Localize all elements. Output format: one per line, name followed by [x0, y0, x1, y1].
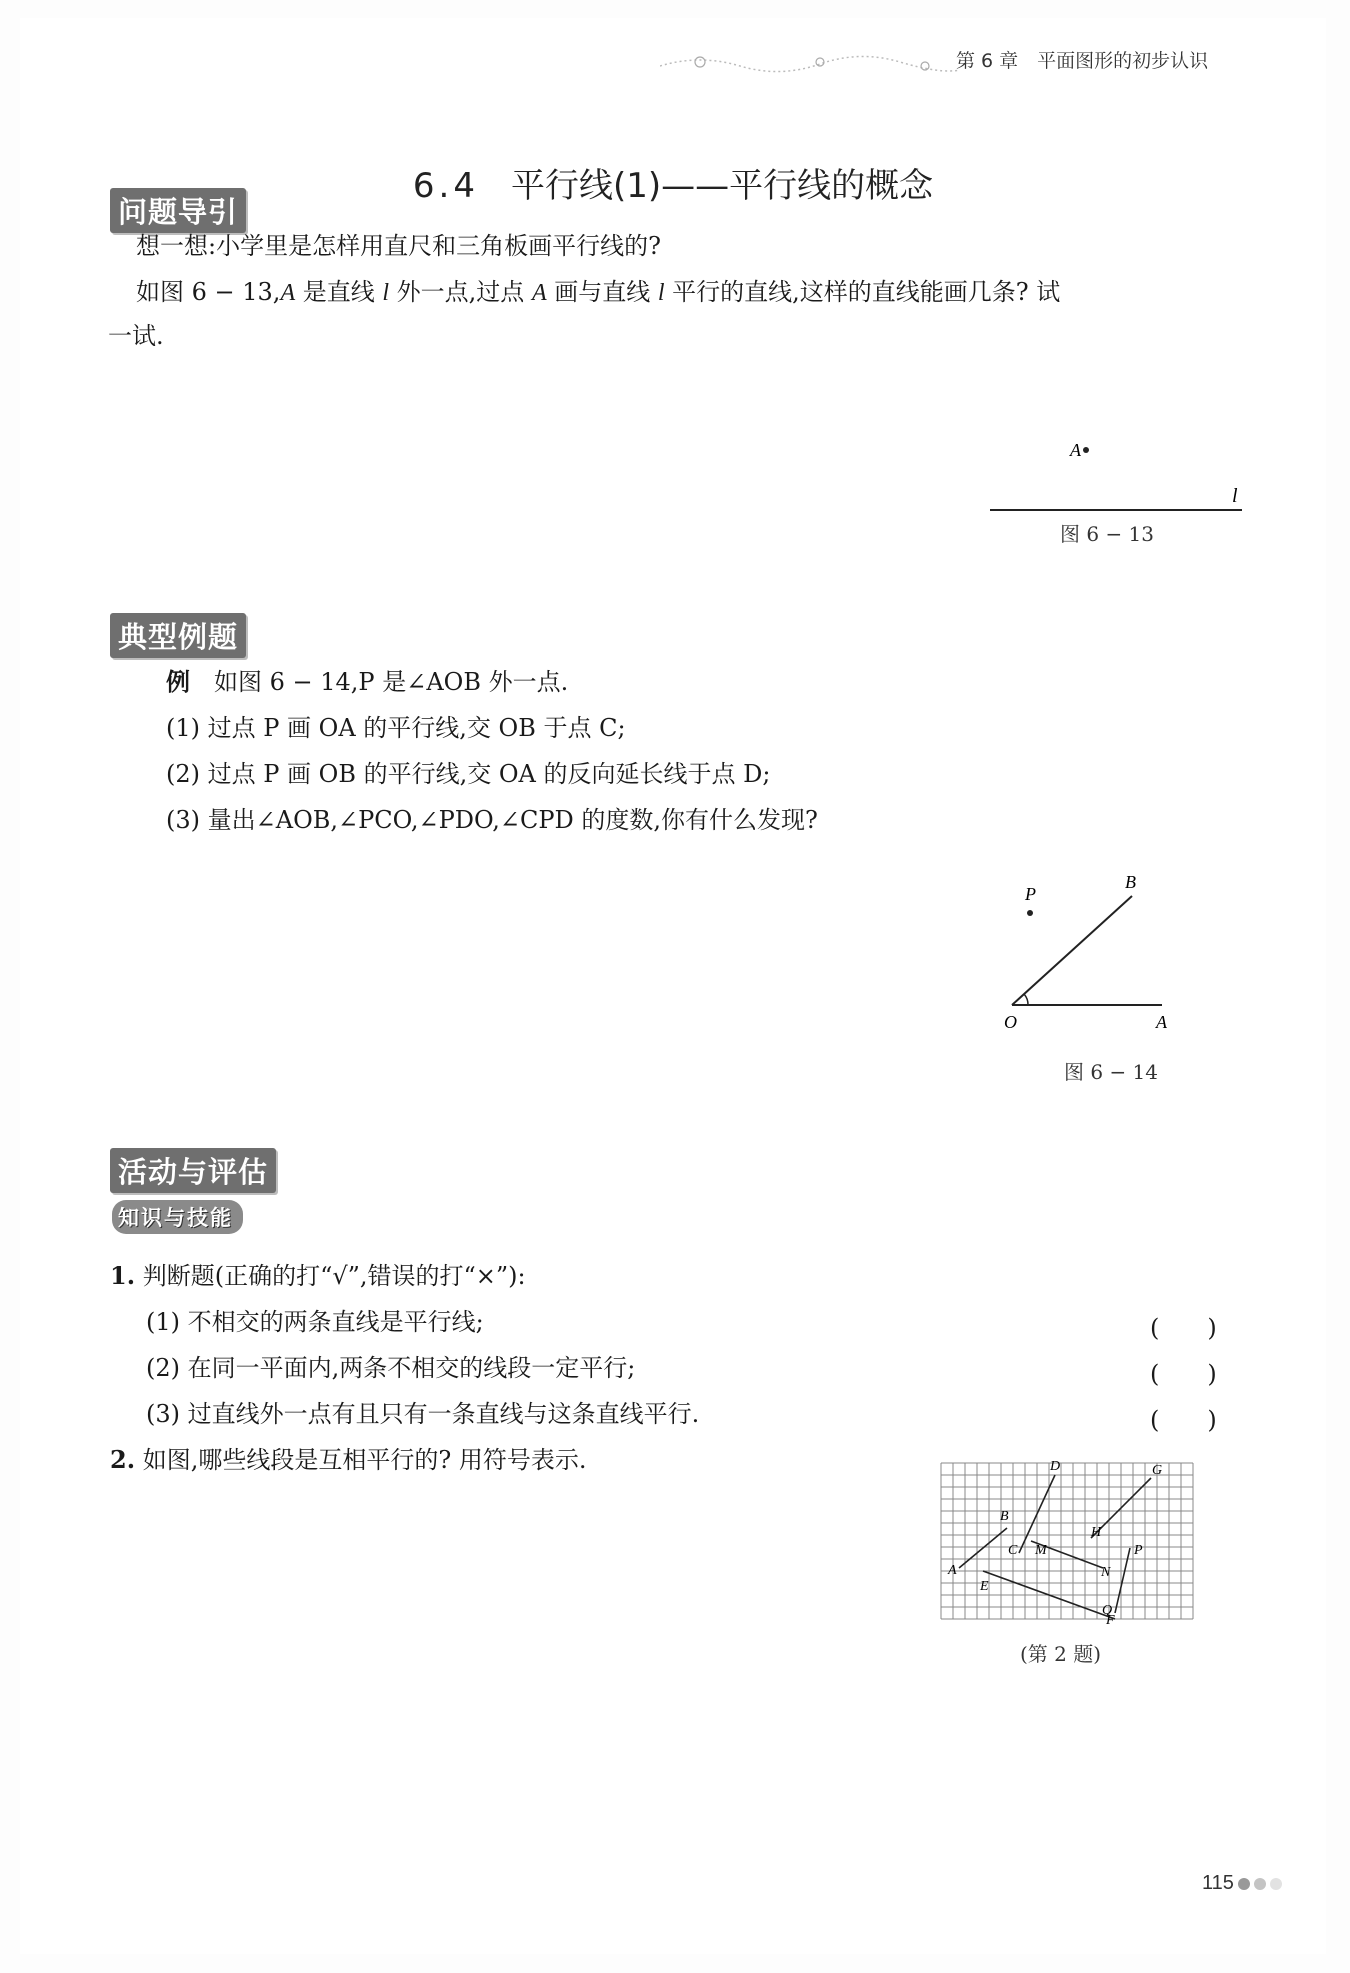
page-dot-1 [1238, 1878, 1250, 1890]
q1-item-2: (2) 在同一平面内,两条不相交的线段一定平行; [146, 1354, 636, 1382]
guide-paragraph-2-cont: 一试. [108, 322, 164, 350]
q1-blank-2[interactable]: ( ) [1150, 1360, 1217, 1388]
fig14-label-a: A [1156, 1012, 1167, 1032]
grid-label-a: A [948, 1563, 957, 1578]
grid-lines [941, 1463, 1193, 1619]
guide-paragraph-2: 如图 6 − 13,A 是直线 l 外一点,过点 A 画与直线 l 平行的直线,这样的直线能画几条? 试 [136, 278, 1061, 306]
q1-stem: 1. 判断题(正确的打“√”,错误的打“×”): [110, 1261, 526, 1290]
page-number: 115 [1202, 1872, 1282, 1895]
section-label-guide: 问题导引 [110, 188, 246, 233]
fig14-point-p [1027, 910, 1033, 916]
grid-label-p: P [1134, 1543, 1143, 1558]
fig14-label-p: P [1025, 884, 1036, 904]
grid-label-e: E [980, 1579, 989, 1594]
figure-6-14 [1000, 858, 1230, 1038]
page-dot-2 [1254, 1878, 1266, 1890]
grid-label-m: M [1035, 1543, 1047, 1558]
section-label-examples: 典型例题 [110, 613, 246, 658]
example-q2: (2) 过点 P 画 OB 的平行线,交 OA 的反向延长线于点 D; [166, 760, 771, 788]
grid-label-f: F [1106, 1613, 1115, 1628]
fig14-label-b: B [1125, 872, 1136, 892]
grid-label-c: C [1008, 1543, 1018, 1558]
q2-stem: 2. 如图,哪些线段是互相平行的? 用符号表示. [110, 1445, 587, 1474]
grid-label-d: D [1050, 1459, 1061, 1474]
grid-caption: (第 2 题) [1020, 1642, 1102, 1666]
grid-label-h: H [1091, 1525, 1102, 1540]
grid-label-b: B [1000, 1509, 1009, 1524]
fig13-line-label: l [1232, 485, 1238, 507]
header-decoration [660, 48, 960, 78]
grid-label-q: Q [1102, 1603, 1113, 1618]
sub-label-skills: 知识与技能 [112, 1200, 243, 1234]
section-label-activities: 活动与评估 [110, 1148, 276, 1193]
figure-6-13 [970, 428, 1250, 518]
grid-label-g: G [1152, 1463, 1163, 1478]
q1-item-1: (1) 不相交的两条直线是平行线; [146, 1308, 484, 1336]
segment-ab [959, 1528, 1007, 1568]
grid-label-n: N [1101, 1565, 1111, 1580]
section-number: 6.4 [412, 166, 479, 206]
page [20, 18, 1326, 1954]
chapter-header: 第 6 章 平面图形的初步认识 [956, 50, 1209, 72]
fig14-label-o: O [1004, 1012, 1017, 1032]
grid-figure [938, 1458, 1208, 1628]
example-q3: (3) 量出∠AOB,∠PCO,∠PDO,∠CPD 的度数,你有什么发现? [166, 806, 818, 834]
q1-blank-3[interactable]: ( ) [1150, 1406, 1217, 1434]
segment-qp [1115, 1548, 1130, 1613]
fig14-caption: 图 6 − 14 [1064, 1060, 1159, 1084]
guide-paragraph-1: 想一想:小学里是怎样用直尺和三角板画平行线的? [136, 232, 661, 260]
section-title: 平行线(1)——平行线的概念 [510, 166, 934, 206]
fig13-point-label: A [1070, 440, 1081, 460]
example-q1: (1) 过点 P 画 OA 的平行线,交 OB 于点 C; [166, 714, 626, 742]
fig13-point-a [1083, 447, 1089, 453]
q1-item-3: (3) 过直线外一点有且只有一条直线与这条直线平行. [146, 1400, 700, 1428]
fig14-angle-arc [1024, 994, 1028, 1005]
example-intro: 例 如图 6 − 14,P 是∠AOB 外一点. [166, 667, 569, 696]
page-dot-3 [1270, 1878, 1282, 1890]
fig13-caption: 图 6 − 13 [1060, 522, 1155, 546]
q1-blank-1[interactable]: ( ) [1150, 1314, 1217, 1342]
